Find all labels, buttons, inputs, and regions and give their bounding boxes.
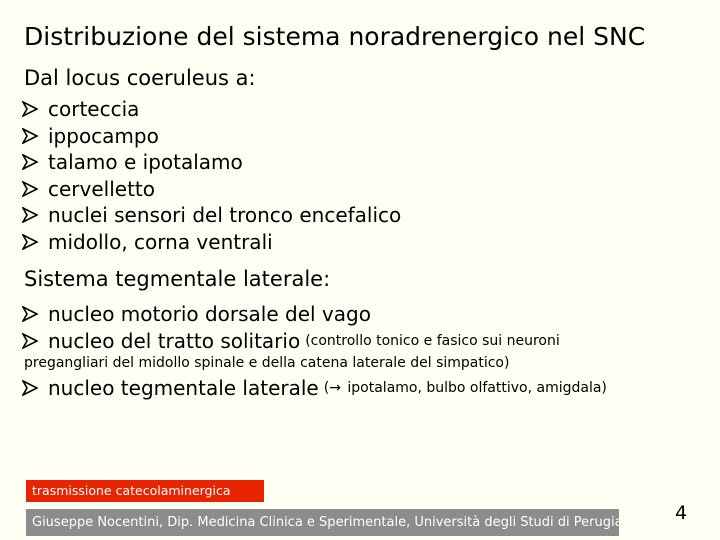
arrowhead-bullet-icon <box>22 306 38 322</box>
arrowhead-bullet-icon <box>22 101 38 117</box>
list-item-label: nucleo del tratto solitario <box>48 328 301 353</box>
page-number: 4 <box>675 502 688 524</box>
arrowhead-bullet-icon <box>22 128 38 144</box>
list-item-note-continuation: pregangliari del midollo spinale e della catena laterale del simpatico) <box>24 355 510 371</box>
note-text: ipotalamo, bulbo olfattivo, amigdala) <box>342 380 607 396</box>
footer-topic-tag: trasmissione catecolaminergica <box>26 480 264 502</box>
locus-coeruleus-target-list <box>22 96 401 255</box>
list-item-note: (controllo tonico e fasico sui neuroni <box>305 332 560 349</box>
list-item <box>22 229 401 256</box>
arrowhead-bullet-icon <box>22 333 38 349</box>
list-item <box>22 176 401 203</box>
list-item-label: talamo e ipotalamo <box>48 150 243 175</box>
slide-title: Distribuzione del sistema noradrenergico nel SNC <box>24 22 646 51</box>
list-item <box>22 149 401 176</box>
list-item-label: nucleo motorio dorsale del vago <box>48 301 371 326</box>
list-item <box>22 300 560 327</box>
arrowhead-bullet-icon <box>22 234 38 250</box>
list-item-label: corteccia <box>48 97 140 122</box>
arrowhead-bullet-icon <box>22 207 38 223</box>
tegmental-nuclei-list-continued <box>22 374 607 402</box>
note-open-paren: ( <box>323 380 330 396</box>
tegmental-nuclei-list <box>22 300 560 354</box>
list-item-label: midollo, corna ventrali <box>48 229 273 254</box>
arrowhead-bullet-icon <box>22 154 38 170</box>
list-item <box>22 374 607 402</box>
list-item-note <box>324 380 607 396</box>
arrowhead-bullet-icon <box>22 181 38 197</box>
list-item <box>22 327 560 354</box>
section-heading-tegmental-system: Sistema tegmentale laterale: <box>24 267 331 291</box>
footer-author-credit: Giuseppe Nocentini, Dip. Medicina Clinica e Sperimentale, Università degli Studi di Perugia <box>26 509 619 536</box>
arrowhead-bullet-icon <box>22 380 38 396</box>
list-item-label: ippocampo <box>48 123 159 148</box>
list-item <box>22 96 401 123</box>
right-arrow-icon: → <box>329 380 341 396</box>
list-item-label: nuclei sensori del tronco encefalico <box>48 203 402 228</box>
list-item <box>22 123 401 150</box>
section-heading-locus-coeruleus: Dal locus coeruleus a: <box>24 66 256 90</box>
list-item-label: cervelletto <box>48 176 156 201</box>
list-item <box>22 202 401 229</box>
list-item-label: nucleo tegmentale laterale <box>48 376 319 400</box>
